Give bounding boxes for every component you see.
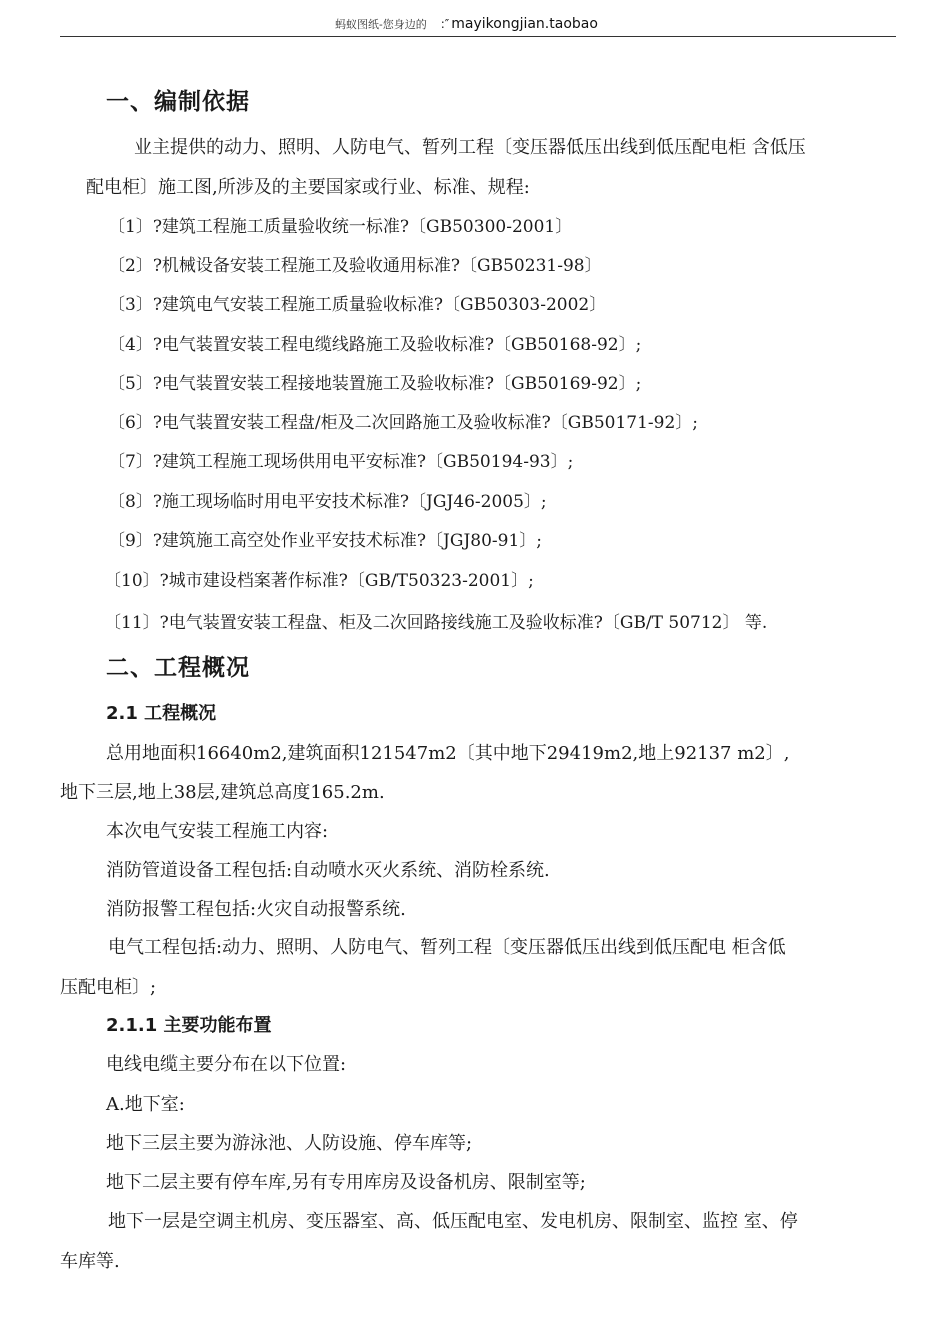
basement-level1-line1: 地下一层是空调主机房、变压器室、高、低压配电室、发电机房、限制室、监控 室、停: [108, 1211, 798, 1232]
reference-item-1: 〔1〕?建筑工程施工质量验收统一标准?〔GB50300-2001〕: [108, 217, 573, 237]
reference-item-8: 〔8〕?施工现场临时用电平安技术标准?〔JGJ46-2005〕;: [108, 492, 547, 512]
reference-item-5: 〔5〕?电气装置安装工程接地装置施工及验收标准?〔GB50169-92〕;: [108, 374, 642, 394]
area-line1: 总用地面积16640m2,建筑面积121547m2〔其中地下29419m2,地上92137 m2〕,: [106, 743, 790, 764]
reference-item-2: 〔2〕?机械设备安装工程施工及验收通用标准?〔GB50231-98〕: [108, 256, 602, 276]
header-site-name: 蚂蚁图纸-您身边的: [335, 18, 427, 31]
scope-intro: 本次电气安装工程施工内容:: [106, 821, 329, 842]
reference-item-4: 〔4〕?电气装置安装工程电缆线路施工及验收标准?〔GB50168-92〕;: [108, 335, 642, 355]
basement-level1-line2: 车库等.: [60, 1251, 120, 1272]
reference-item-6: 〔6〕?电气装置安装工程盘/柜及二次回路施工及验收标准?〔GB50171-92〕;: [108, 413, 699, 433]
header-text: [335, 16, 598, 32]
electric-scope-line2: 压配电柜〕;: [60, 977, 157, 998]
section1-title: 一、编制依据: [106, 89, 250, 115]
basement-level2: 地下二层主要有停车库,另有专用库房及设备机房、限制室等;: [106, 1172, 586, 1193]
electric-scope-line1: 电气工程包括:动力、照明、人防电气、暂列工程〔变压器低压出线到低压配电 柜含低: [108, 937, 786, 958]
basement-label: A.地下室:: [106, 1094, 185, 1115]
reference-item-7: 〔7〕?建筑工程施工现场供用电平安标准?〔GB50194-93〕;: [108, 452, 574, 472]
header-separator: :″: [440, 17, 450, 31]
reference-item-10: 〔10〕?城市建设档案著作标准?〔GB/T50323-2001〕;: [104, 571, 534, 591]
subsection-2-1-title: 2.1 工程概况: [106, 703, 217, 724]
subsection-2-1-1-title: 2.1.1 主要功能布置: [106, 1015, 272, 1036]
header-url: mayikongjian.taobao: [451, 16, 598, 32]
reference-item-11: 〔11〕?电气装置安装工程盘、柜及二次回路接线施工及验收标准?〔GB/T 50712〕 等.: [104, 613, 768, 633]
section2-title: 二、工程概况: [106, 655, 250, 681]
area-line2: 地下三层,地上38层,建筑总高度165.2m.: [60, 782, 385, 803]
page-header: [60, 14, 896, 37]
section1-intro-line1: 业主提供的动力、照明、人防电气、暂列工程〔变压器低压出线到低压配电柜 含低压: [134, 137, 806, 158]
cable-intro: 电线电缆主要分布在以下位置:: [106, 1054, 347, 1075]
basement-level3: 地下三层主要为游泳池、人防设施、停车库等;: [106, 1133, 473, 1154]
section1-intro-line2: 配电柜〕施工图,所涉及的主要国家或行业、标准、规程:: [86, 177, 530, 198]
reference-item-3: 〔3〕?建筑电气安装工程施工质量验收标准?〔GB50303-2002〕: [108, 295, 607, 315]
reference-item-9: 〔9〕?建筑施工高空处作业平安技术标准?〔JGJ80-91〕;: [108, 531, 542, 551]
fire-pipe-scope: 消防管道设备工程包括:自动喷水灭火系统、消防栓系统.: [106, 860, 550, 881]
fire-alarm-scope: 消防报警工程包括:火灾自动报警系统.: [106, 899, 406, 920]
